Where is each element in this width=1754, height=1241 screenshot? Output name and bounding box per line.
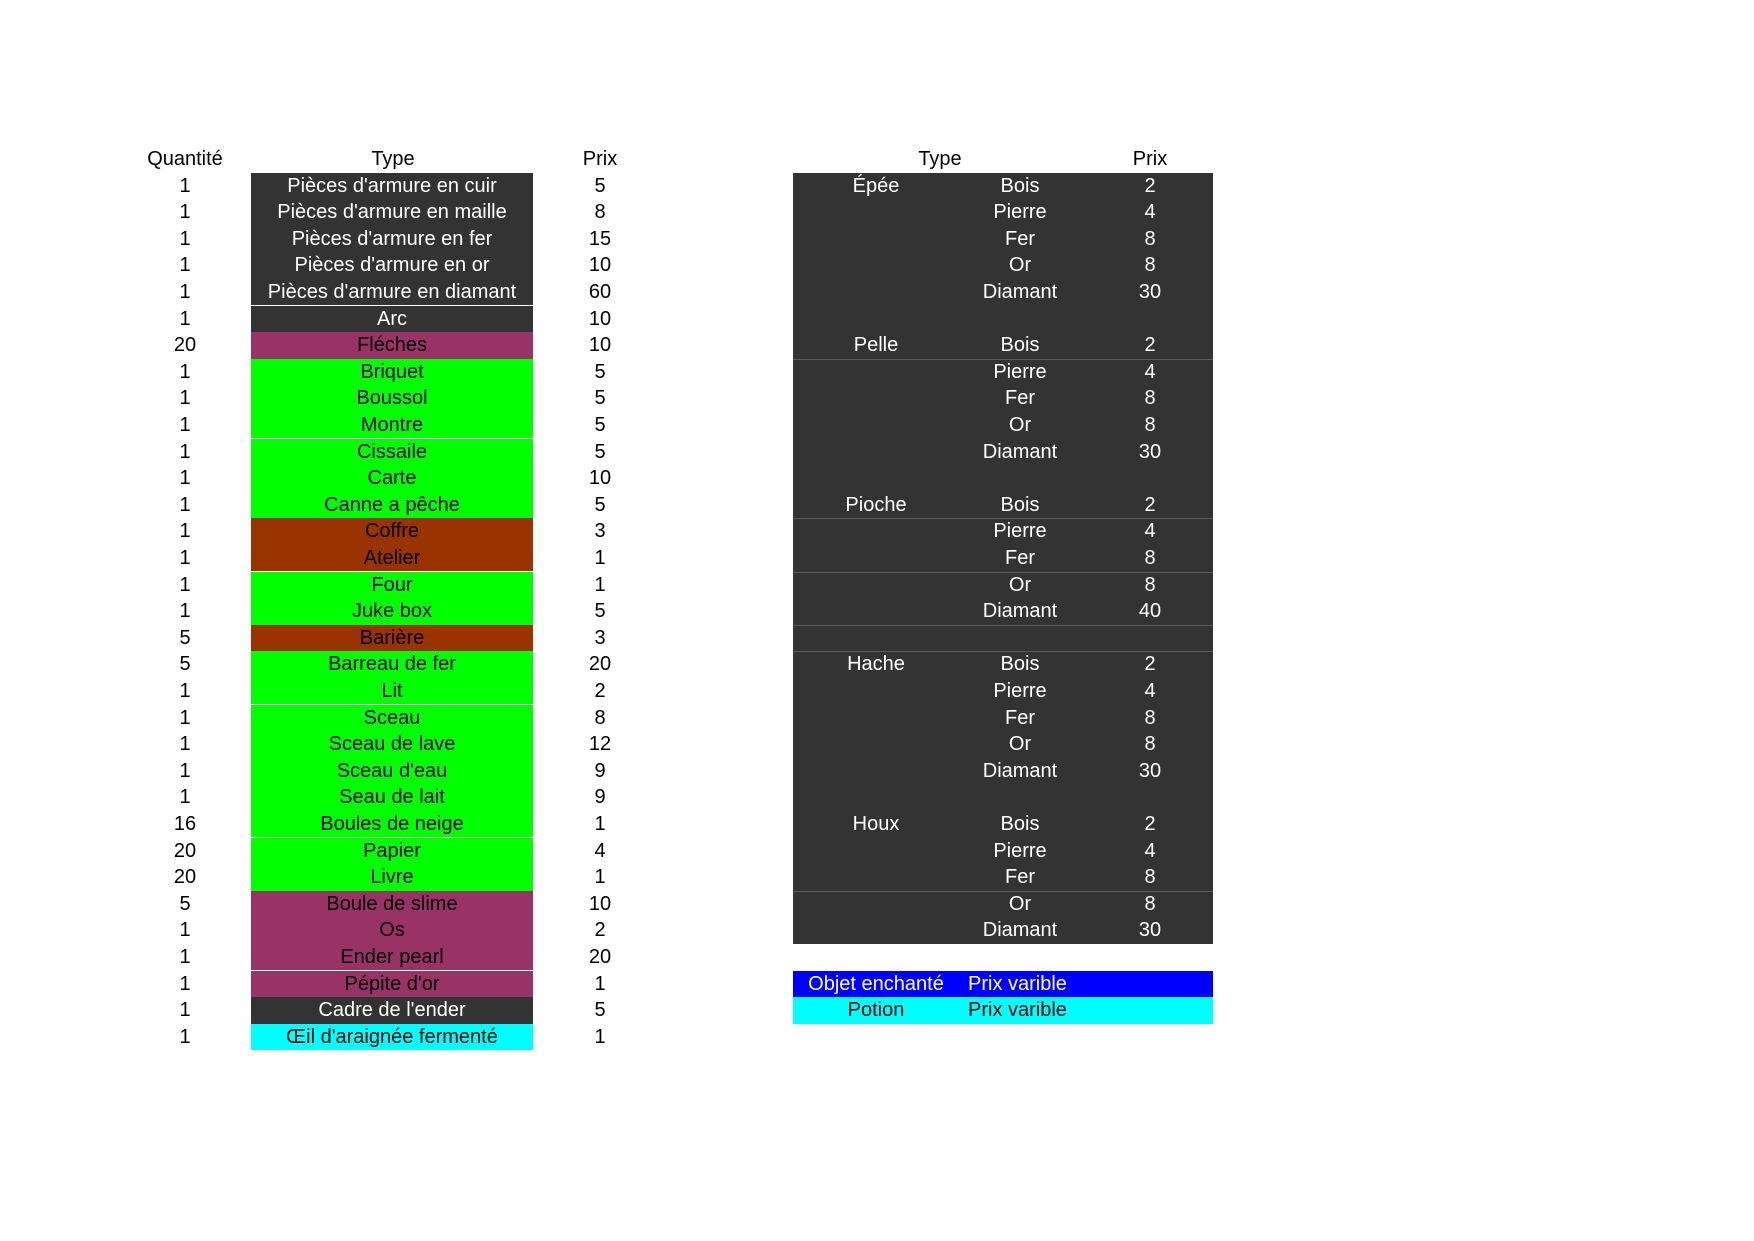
- quantity-cell: 1: [179, 254, 191, 277]
- material-cell: Or: [1008, 892, 1032, 915]
- quantity-cell: 5: [179, 892, 191, 915]
- tool-price-cell: 8: [1144, 573, 1156, 596]
- price-cell: 20: [588, 653, 612, 676]
- type-cell: Four: [251, 572, 533, 599]
- tool-cell: Pelle: [853, 334, 899, 357]
- price-cell: 10: [588, 307, 612, 330]
- tool-cell: [793, 306, 959, 333]
- type-cell: Canne a pêche: [251, 492, 533, 519]
- extra-label-cell: Objet enchanté: [808, 972, 944, 995]
- tool-price-cell: 8: [1144, 387, 1156, 410]
- price-cell: 1: [594, 546, 606, 569]
- quantity-cell: 1: [179, 999, 191, 1022]
- price-cell: 60: [588, 280, 612, 303]
- material-cell: Diamant: [982, 600, 1058, 623]
- tool-cell: Houx: [852, 812, 900, 835]
- quantity-cell: 1: [179, 387, 191, 410]
- type-cell: Carte: [251, 465, 533, 492]
- header-tool-type: Type: [918, 148, 962, 170]
- tool-price-cell: 4: [1144, 520, 1156, 543]
- material-cell: Diamant: [982, 440, 1058, 463]
- type-cell: Lit: [251, 678, 533, 705]
- quantity-cell: 1: [179, 201, 191, 224]
- price-cell: 8: [594, 201, 606, 224]
- material-cell: Bois: [1000, 653, 1040, 676]
- material-cell: Diamant: [982, 280, 1058, 303]
- type-cell: Coffre: [251, 518, 533, 545]
- tool-price-cell: [1110, 625, 1190, 652]
- header-type: Type: [371, 148, 415, 170]
- type-cell: Livre: [251, 864, 533, 891]
- type-cell: Sceau de lave: [251, 731, 533, 758]
- quantity-cell: 5: [179, 653, 191, 676]
- quantity-cell: 16: [173, 812, 197, 835]
- tool-price-cell: 30: [1138, 919, 1162, 942]
- quantity-cell: 1: [179, 413, 191, 436]
- quantity-cell: 1: [179, 174, 191, 197]
- price-cell: 5: [594, 600, 606, 623]
- type-cell: Cadre de l'ender: [251, 997, 533, 1024]
- tool-price-cell: 30: [1138, 440, 1162, 463]
- quantity-cell: 1: [179, 280, 191, 303]
- price-cell: 1: [594, 1025, 606, 1048]
- material-cell: [960, 784, 1080, 811]
- quantity-cell: 1: [179, 573, 191, 596]
- quantity-cell: 1: [179, 520, 191, 543]
- price-cell: 5: [594, 999, 606, 1022]
- tool-price-cell: 8: [1144, 706, 1156, 729]
- tool-cell: [793, 891, 959, 918]
- price-cell: 10: [588, 254, 612, 277]
- type-cell: Barreau de fer: [251, 651, 533, 678]
- type-cell: Ender pearl: [251, 944, 533, 971]
- quantity-cell: 1: [179, 360, 191, 383]
- material-cell: Or: [1008, 733, 1032, 756]
- tool-cell: [793, 864, 959, 891]
- quantity-cell: 1: [179, 1025, 191, 1048]
- material-cell: Diamant: [982, 919, 1058, 942]
- price-cell: 5: [594, 360, 606, 383]
- type-cell: Arc: [251, 306, 533, 333]
- quantity-cell: 1: [179, 945, 191, 968]
- tool-price-cell: 2: [1144, 493, 1156, 516]
- quantity-cell: 20: [173, 866, 197, 889]
- type-cell: Pépite d'or: [251, 971, 533, 998]
- price-cell: 12: [588, 733, 612, 756]
- tool-cell: [793, 199, 959, 226]
- type-cell: Briquet: [251, 359, 533, 386]
- tool-cell: Hache: [847, 653, 905, 676]
- tool-cell: [793, 678, 959, 705]
- quantity-cell: 20: [173, 334, 197, 357]
- tool-cell: [793, 838, 959, 865]
- tool-price-cell: 40: [1138, 600, 1162, 623]
- tool-price-cell: [1110, 784, 1190, 811]
- tool-price-cell: 8: [1144, 546, 1156, 569]
- material-cell: Fer: [1005, 866, 1035, 889]
- tool-cell: Épée: [852, 174, 900, 197]
- header-quantity: Quantité: [147, 148, 223, 170]
- type-cell: Boules de neige: [251, 811, 533, 838]
- type-cell: Juke box: [251, 598, 533, 625]
- tool-cell: [793, 731, 959, 758]
- price-cell: 1: [594, 866, 606, 889]
- quantity-cell: 1: [179, 600, 191, 623]
- type-cell: Sceau d'eau: [251, 758, 533, 785]
- tool-cell: [793, 545, 959, 572]
- tool-price-cell: 8: [1144, 733, 1156, 756]
- tool-price-cell: 8: [1144, 254, 1156, 277]
- type-cell: Barière: [251, 625, 533, 652]
- type-cell: Pièces d'armure en cuir: [251, 173, 533, 200]
- tool-price-cell: 4: [1144, 201, 1156, 224]
- price-cell: 5: [594, 493, 606, 516]
- price-cell: 20: [588, 945, 612, 968]
- price-cell: 10: [588, 334, 612, 357]
- material-cell: Pierre: [993, 201, 1047, 224]
- tool-price-cell: 30: [1138, 280, 1162, 303]
- tool-price-cell: 2: [1144, 812, 1156, 835]
- tool-cell: [793, 572, 959, 599]
- quantity-cell: 1: [179, 440, 191, 463]
- type-cell: Atelier: [251, 545, 533, 572]
- material-cell: Bois: [1000, 812, 1040, 835]
- price-cell: 10: [588, 892, 612, 915]
- material-cell: Or: [1008, 254, 1032, 277]
- quantity-cell: 1: [179, 706, 191, 729]
- material-cell: Or: [1008, 413, 1032, 436]
- price-cell: 4: [594, 839, 606, 862]
- tool-cell: [793, 359, 959, 386]
- quantity-cell: 20: [173, 839, 197, 862]
- tool-cell: Pioche: [845, 493, 907, 516]
- type-cell: Boussol: [251, 385, 533, 412]
- material-cell: [960, 465, 1080, 492]
- price-cell: 8: [594, 706, 606, 729]
- material-cell: Fer: [1005, 227, 1035, 250]
- price-cell: 3: [594, 520, 606, 543]
- tool-price-cell: 30: [1138, 759, 1162, 782]
- tool-price-cell: 4: [1144, 839, 1156, 862]
- price-cell: 9: [594, 759, 606, 782]
- type-cell: Pièces d'armure en or: [251, 252, 533, 279]
- quantity-cell: 1: [179, 307, 191, 330]
- price-cell: 1: [594, 812, 606, 835]
- extra-price-cell: Prix varible: [968, 972, 1067, 995]
- price-cell: 15: [588, 227, 612, 250]
- type-cell: Montre: [251, 412, 533, 439]
- type-cell: Boule de slime: [251, 891, 533, 918]
- quantity-cell: 1: [179, 493, 191, 516]
- type-cell: Pièces d'armure en diamant: [251, 279, 533, 306]
- material-cell: [960, 625, 1080, 652]
- quantity-cell: 1: [179, 467, 191, 490]
- material-cell: Bois: [1000, 174, 1040, 197]
- tool-price-cell: 2: [1144, 334, 1156, 357]
- tool-cell: [793, 385, 959, 412]
- price-cell: 3: [594, 626, 606, 649]
- material-cell: [960, 306, 1080, 333]
- tool-cell: [793, 784, 959, 811]
- type-cell: Fléches: [251, 332, 533, 359]
- quantity-cell: 1: [179, 733, 191, 756]
- quantity-cell: 1: [179, 972, 191, 995]
- tool-price-cell: [1110, 306, 1190, 333]
- tool-price-cell: 4: [1144, 679, 1156, 702]
- quantity-cell: 1: [179, 919, 191, 942]
- type-cell: Sceau: [251, 705, 533, 732]
- tool-cell: [793, 226, 959, 253]
- price-cell: 1: [594, 573, 606, 596]
- tool-price-cell: 8: [1144, 866, 1156, 889]
- header-price: Prix: [582, 148, 618, 170]
- tool-cell: [793, 518, 959, 545]
- tool-cell: [793, 625, 959, 652]
- tool-price-cell: 2: [1144, 174, 1156, 197]
- price-cell: 5: [594, 387, 606, 410]
- quantity-cell: 5: [179, 626, 191, 649]
- price-cell: 9: [594, 786, 606, 809]
- extra-price-cell: Prix varible: [968, 999, 1067, 1022]
- type-cell: Papier: [251, 838, 533, 865]
- tool-cell: [793, 439, 959, 466]
- type-cell: Os: [251, 917, 533, 944]
- material-cell: Fer: [1005, 546, 1035, 569]
- price-cell: 10: [588, 467, 612, 490]
- quantity-cell: 1: [179, 227, 191, 250]
- tool-cell: [793, 917, 959, 944]
- price-cell: 5: [594, 174, 606, 197]
- material-cell: Bois: [1000, 493, 1040, 516]
- material-cell: Fer: [1005, 387, 1035, 410]
- tool-cell: [793, 279, 959, 306]
- price-cell: 1: [594, 972, 606, 995]
- header-tool-price: Prix: [1132, 148, 1168, 170]
- tool-price-cell: 2: [1144, 653, 1156, 676]
- tool-cell: [793, 705, 959, 732]
- price-cell: 5: [594, 440, 606, 463]
- price-cell: 2: [594, 679, 606, 702]
- material-cell: Pierre: [993, 520, 1047, 543]
- quantity-cell: 1: [179, 679, 191, 702]
- quantity-cell: 1: [179, 546, 191, 569]
- type-cell: Pièces d'armure en maille: [251, 199, 533, 226]
- material-cell: Pierre: [993, 360, 1047, 383]
- tool-price-cell: 8: [1144, 227, 1156, 250]
- price-cell: 2: [594, 919, 606, 942]
- quantity-cell: 1: [179, 786, 191, 809]
- tool-price-cell: 8: [1144, 892, 1156, 915]
- tool-price-cell: 8: [1144, 413, 1156, 436]
- material-cell: Or: [1008, 573, 1032, 596]
- type-cell: Seau de lait: [251, 784, 533, 811]
- material-cell: Pierre: [993, 679, 1047, 702]
- tool-cell: [793, 465, 959, 492]
- tool-price-cell: 4: [1144, 360, 1156, 383]
- price-cell: 5: [594, 413, 606, 436]
- material-cell: Diamant: [982, 759, 1058, 782]
- type-cell: Cissaile: [251, 439, 533, 466]
- tool-cell: [793, 598, 959, 625]
- type-cell: Œil d'araignée fermenté: [251, 1024, 533, 1051]
- tool-cell: [793, 758, 959, 785]
- tool-price-cell: [1110, 465, 1190, 492]
- tool-cell: [793, 252, 959, 279]
- tool-cell: [793, 412, 959, 439]
- quantity-cell: 1: [179, 759, 191, 782]
- material-cell: Fer: [1005, 706, 1035, 729]
- material-cell: Bois: [1000, 334, 1040, 357]
- type-cell: Pièces d'armure en fer: [251, 226, 533, 253]
- extra-label-cell: Potion: [847, 999, 905, 1022]
- material-cell: Pierre: [993, 839, 1047, 862]
